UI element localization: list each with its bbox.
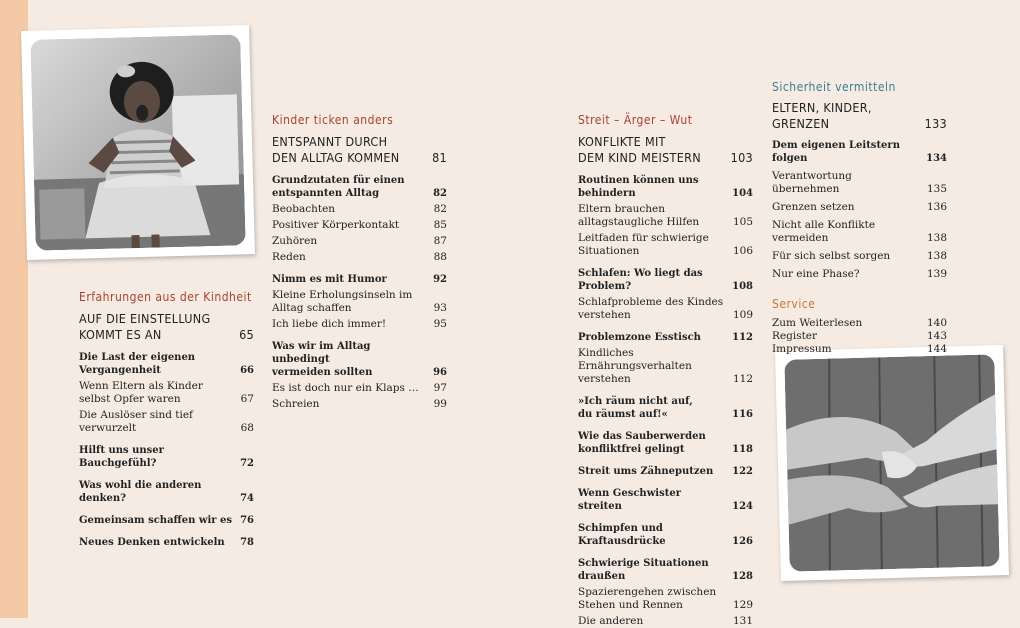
entry-page: 105 [732,216,753,228]
toc-column-4 [772,80,947,356]
entry-page: 95 [433,318,447,330]
entry-title: Routinen können uns behindern [578,175,699,199]
toc-entry [272,174,447,200]
toc-entry [772,343,947,356]
entry-title: Hilft uns unser Bauchgefühl? [79,445,164,469]
entry-page: 116 [732,409,753,420]
toc-entry [578,615,753,628]
chapter-title: ENTSPANNT DURCH DEN ALLTAG KOMMEN [272,134,400,165]
entry-title: Verantwortung übernehmen [772,170,852,195]
entry-title: Für sich selbst sorgen [772,250,891,262]
toc-entry [772,139,947,165]
entry-title: Es ist doch nur ein Klaps … [272,382,419,394]
entry-page: 144 [926,343,947,355]
entry-page: 129 [732,599,753,611]
entry-title: Schwierige Situationen draußen [578,558,709,582]
photo-hands [775,345,1009,581]
toc-entry [772,219,947,245]
toc-entry [578,487,753,513]
toc-entry [79,479,254,505]
entry-page: 139 [926,268,947,280]
toc-entry [772,330,947,343]
toc-entry [578,395,753,421]
entry-page: 97 [433,382,447,394]
toc-entry [578,331,753,344]
entry-title: Was wir im Alltag unbedingt vermeiden sollten [272,341,373,378]
entry-page: 76 [240,515,254,526]
entry-title: Grundzutaten für einen entspannten Alltag [272,175,405,199]
entry-page: 131 [732,615,753,627]
toc-entry [772,201,947,214]
entry-title: Zum Weiterlesen [772,317,863,329]
entry-page: 140 [926,317,947,329]
entry-title: Beobachten [272,203,336,215]
entry-page: 136 [926,201,947,213]
entry-page: 135 [926,183,947,195]
toc-entry [272,235,447,248]
toc-entry [79,380,254,406]
toc-entry [79,514,254,527]
toc-entry [578,296,753,322]
entry-page: 128 [732,571,753,582]
entry-title: Die Last der eigenen Vergangenheit [79,352,196,376]
toc-entry [578,203,753,229]
toc-entry [772,250,947,263]
entry-page: 104 [732,188,753,199]
entry-title: Positiver Körperkontakt [272,219,400,231]
toc-entry [272,382,447,395]
entry-title: »Ich räum nicht auf, du räumst auf!« [578,396,693,420]
toc-entry [578,174,753,200]
section-title: Erfahrungen aus der Kindheit [79,290,252,304]
entry-title: Zuhören [272,235,318,247]
entry-title: Wenn Geschwister streiten [578,488,681,512]
entry-title: Schimpfen und Kraftausdrücke [578,523,666,547]
entry-page: 138 [926,250,947,262]
toc-entry [772,317,947,330]
toc-entry [578,232,753,258]
entry-title: Reden [272,251,306,263]
entry-page: 124 [732,501,753,512]
service-title: Service [772,297,816,311]
entry-page: 74 [240,493,254,504]
toc-entry [272,289,447,315]
entry-title: Problemzone Esstisch [578,332,701,343]
entry-page: 112 [732,332,753,343]
entry-title: Spazierengehen zwischen Stehen und Rennen [578,586,717,611]
entry-title: Streit ums Zähneputzen [578,466,714,477]
chapter-heading [772,100,947,132]
toc-entry [272,203,447,216]
chapter-title: KONFLIKTE MIT DEM KIND MEISTERN [578,134,701,165]
entry-title: Schlafprobleme des Kindes verstehen [578,296,724,321]
toc-column-2 [272,113,447,411]
toc-entry [578,347,753,386]
entry-page: 138 [926,232,947,244]
toc-entry [272,251,447,264]
entry-title: Nicht alle Konflikte vermeiden [772,219,876,244]
toc-entry [79,351,254,377]
entry-page: 87 [433,235,447,247]
entry-page: 93 [433,302,447,314]
chapter-heading [578,134,753,166]
entry-page: 112 [732,373,753,385]
entry-page: 88 [433,251,447,263]
toc-entry [578,522,753,548]
entry-page: 96 [433,367,447,378]
entry-page: 108 [732,281,753,292]
entry-title: Impressum [772,343,832,355]
entry-page: 85 [433,219,447,231]
entry-page: 67 [240,393,254,405]
entry-list [79,351,254,549]
entry-page: 66 [240,365,254,376]
chapter-title: AUF DIE EINSTELLUNG KOMMT ES AN [79,311,211,342]
toc-entry [578,586,753,612]
entry-title: Die Auslöser sind tief verwurzelt [79,409,193,434]
chapter-page: 133 [924,116,947,131]
toc-entry [272,340,447,379]
toc-entry [578,465,753,478]
chapter-page: 103 [730,150,753,165]
toc-entry [272,318,447,331]
entry-page: 109 [732,309,753,321]
service-list [772,317,947,356]
entry-title: Wie das Sauberwerden konfliktfrei gelingt [578,431,706,455]
entry-page: 68 [240,422,254,434]
entry-page: 82 [433,203,447,215]
toc-entry [272,219,447,232]
entry-page: 78 [240,537,254,548]
entry-title: Gemeinsam schaffen wir es [79,515,233,526]
toc-entry [772,170,947,196]
entry-page: 92 [433,274,447,285]
toc-entry [772,268,947,281]
entry-page: 143 [926,330,947,342]
entry-title: Register [772,330,818,342]
entry-title: Kindliches Ernährungsverhalten verstehen [578,347,692,385]
section-title: Sicherheit vermitteln [772,80,896,94]
toc-entry [79,536,254,549]
toc-entry [578,557,753,583]
entry-title: Leitfaden für schwierige Situationen [578,232,709,257]
photo-girl-image [30,34,245,250]
entry-title: Eltern brauchen alltagstaugliche Hilfen [578,203,700,228]
photo-girl [21,25,255,260]
chapter-heading [272,134,447,166]
entry-title: Wenn Eltern als Kinder selbst Opfer waren [79,380,203,405]
chapter-page: 65 [239,327,254,342]
toc-column-3 [578,113,753,628]
entry-page: 99 [433,398,447,410]
entry-title: Die anderen [578,615,644,627]
entry-page: 72 [240,458,254,469]
chapter-page: 81 [432,150,447,165]
photo-hands-image [784,354,999,571]
section-title: Streit – Ärger – Wut [578,113,693,127]
toc-column-1 [79,290,254,549]
toc-entry [272,398,447,411]
entry-title: Ich liebe dich immer! [272,318,387,330]
entry-list [578,174,753,628]
entry-list [772,139,947,281]
toc-entry [578,267,753,293]
entry-page: 118 [732,444,753,455]
toc-entry [79,444,254,470]
entry-list [272,174,447,411]
toc-entry [272,273,447,286]
chapter-title: ELTERN, KINDER, GRENZEN [772,100,872,131]
entry-title: Schlafen: Wo liegt das Problem? [578,268,703,292]
entry-page: 134 [926,153,947,164]
entry-title: Was wohl die anderen denken? [79,480,202,504]
toc-entry [79,409,254,435]
entry-title: Schreien [272,398,320,410]
entry-title: Dem eigenen Leitstern folgen [772,140,900,164]
entry-page: 122 [732,466,753,477]
entry-title: Nur eine Phase? [772,268,860,280]
entry-page: 82 [433,188,447,199]
entry-page: 126 [732,536,753,547]
chapter-heading [79,311,254,343]
entry-title: Neues Denken entwickeln [79,537,225,548]
entry-title: Grenzen setzen [772,201,855,213]
section-title: Kinder ticken anders [272,113,394,127]
entry-page: 106 [732,245,753,257]
entry-title: Nimm es mit Humor [272,274,387,285]
toc-entry [578,430,753,456]
entry-title: Kleine Erholungsinseln im Alltag schaffen [272,289,413,314]
